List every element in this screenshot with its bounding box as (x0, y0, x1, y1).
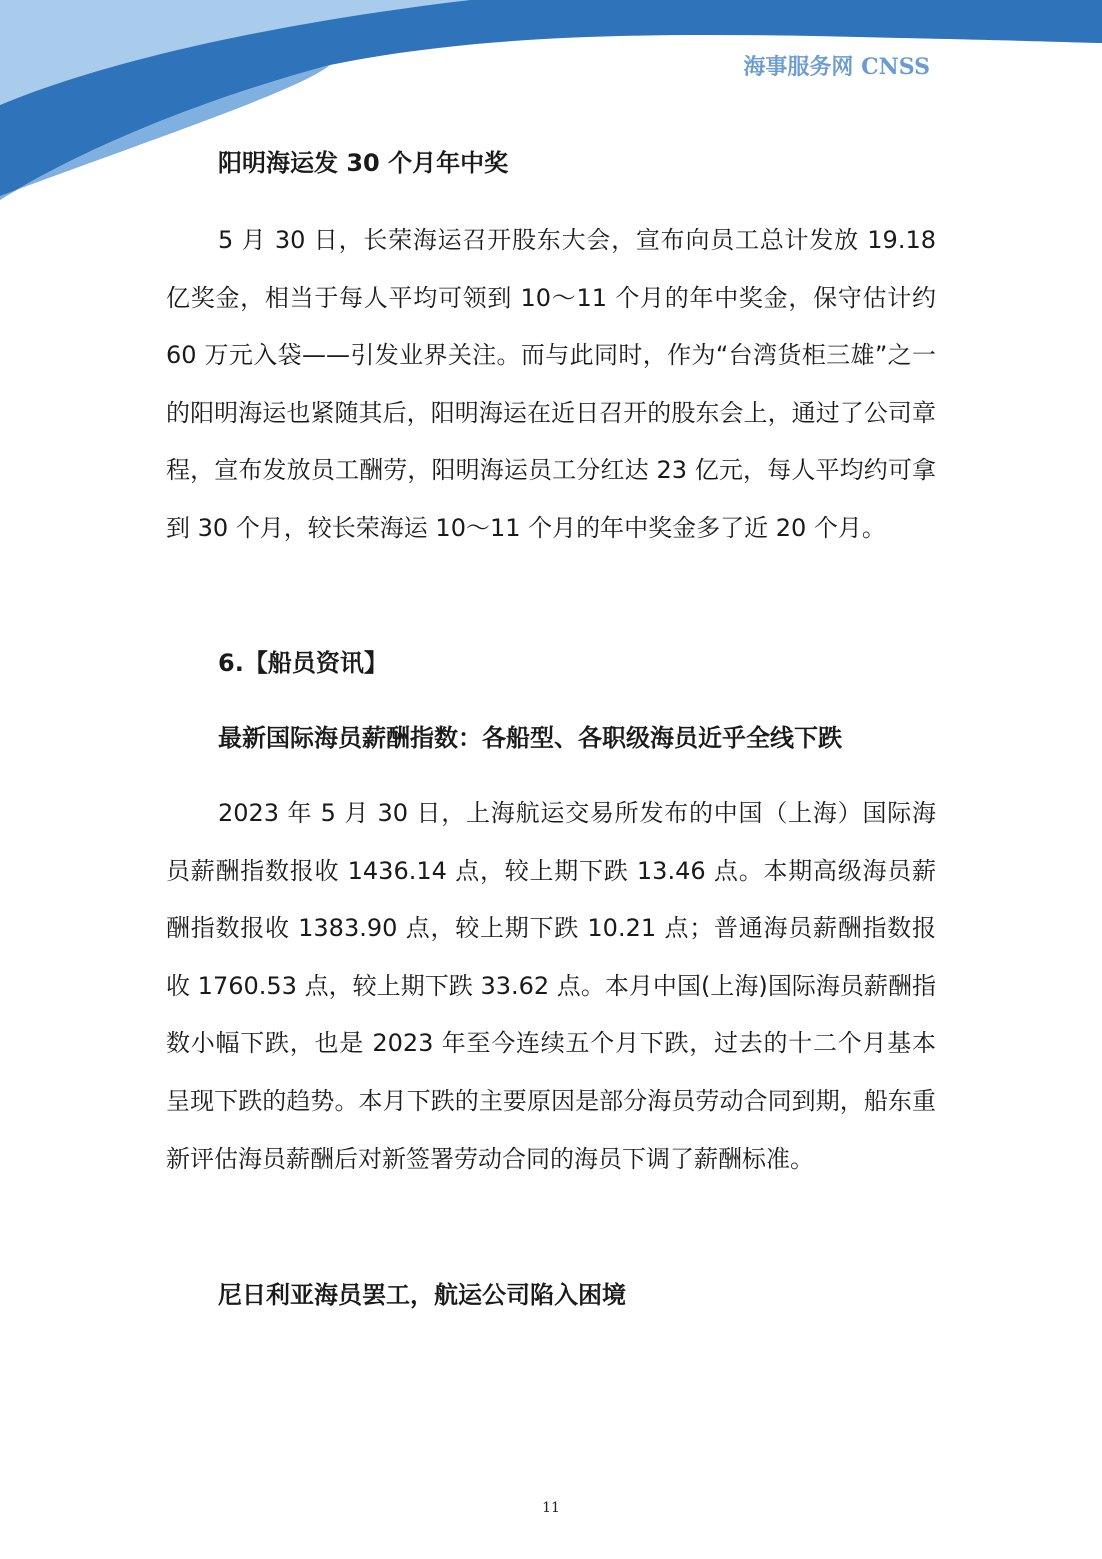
header-wave-decoration (0, 0, 1102, 200)
yangming-body: 5 月 30 日，长荣海运召开股东大会，宣布向员工总计发放 19.18 亿奖金，相当于每人平均可领到 10～11 个月的年中奖金，保守估计约 60 万元入袋——引发业界关注。而与此同时，作为“台湾货柜三雄”之一的阳明海运也紧随其后，阳明海运在近日召开的股东会上，通过了公司章程，宣布发放员工酬劳，阳明海运员工分红达 23 亿元，每人平均约可拿到 30 个月，较长荣海运 10～11 个月的年中奖金多了近 20 个月。 (166, 226, 936, 542)
crew-section-title: 6.【船员资讯】 (218, 649, 388, 677)
yangming-title: 阳明海运发 30 个月年中奖 (218, 149, 509, 177)
nigeria-title: 尼日利亚海员罢工，航运公司陷入困境 (218, 1281, 626, 1309)
page-number: 11 (542, 1500, 560, 1516)
site-brand: 海事服务网 CNSS (743, 54, 930, 80)
index-title: 最新国际海员薪酬指数：各船型、各职级海员近乎全线下跌 (218, 724, 842, 752)
index-body: 2023 年 5 月 30 日，上海航运交易所发布的中国（上海）国际海员薪酬指数报收 1436.14 点，较上期下跌 13.46 点。本期高级海员薪酬指数报收 1383.90 点，较上期下跌 10.21 点；普通海员薪酬指数报收 1760.53 点，较上期下跌 33.62 点。本月中国(上海)国际海员薪酬指数小幅下跌，也是 2023 年至今连续五个月下跌，过去的十二个月基本呈现下跌的趋势。本月下跌的主要原因是部分海员劳动合同到期，船东重新评估海员薪酬后对新签署劳动合同的海员下调了薪酬标准。 (166, 799, 936, 1173)
